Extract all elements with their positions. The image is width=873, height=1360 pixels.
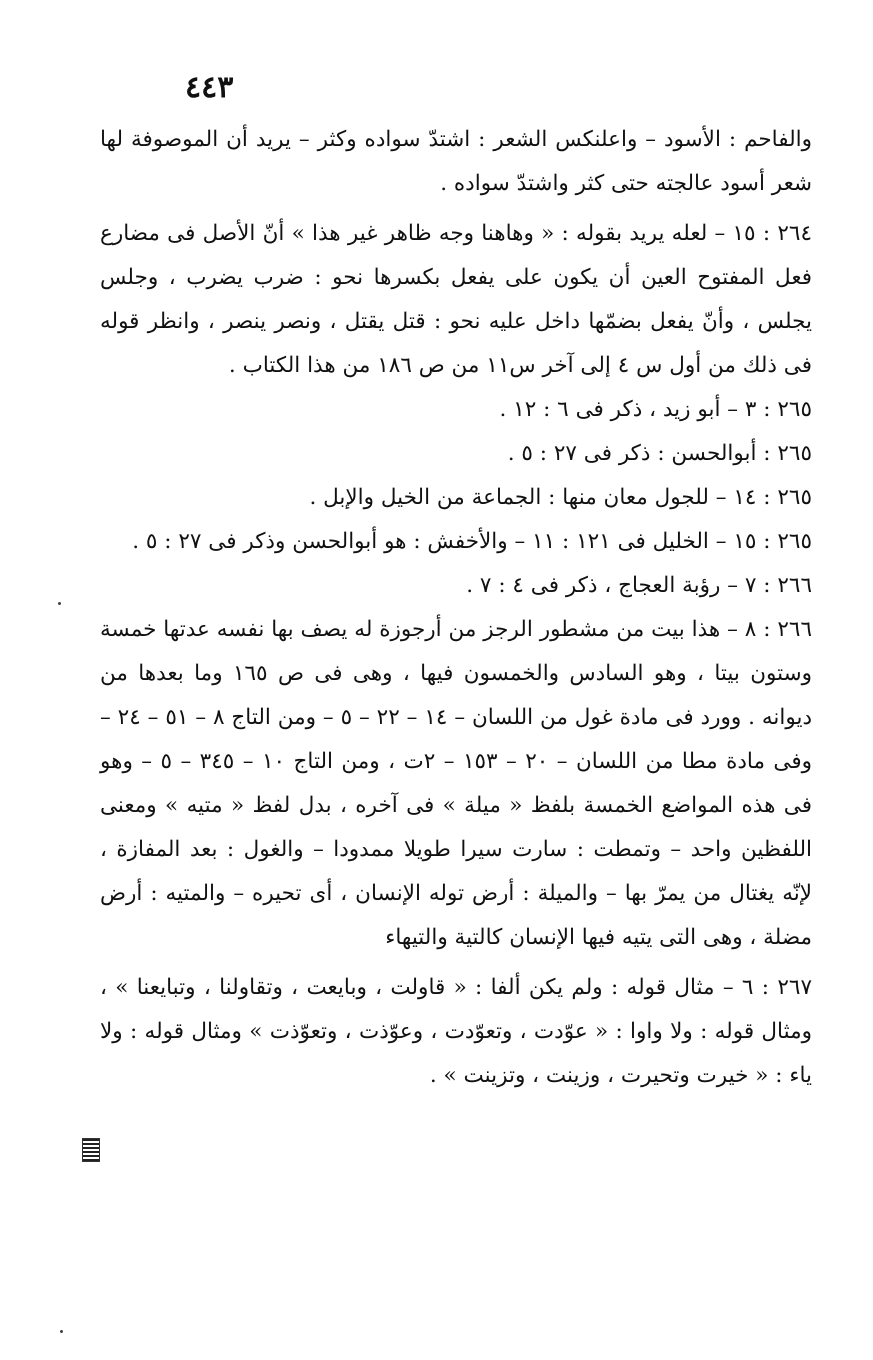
entry-266-7: ٢٦٦ : ٧ – رؤبة العجاج ، ذكر فى ٤ : ٧ . <box>466 573 812 598</box>
entry-265-abulhasan: ٢٦٥ : أبوالحسن : ذكر فى ٢٧ : ٥ . <box>507 441 812 466</box>
scan-speck <box>60 1330 63 1333</box>
entry-265-14: ٢٦٥ : ١٤ – للجول معان منها : الجماعة من الخيل والإبل . <box>309 485 812 510</box>
paragraph-265-15: ٢٦٥ : ١٥ – الخليل فى ١٢١ : ١١ – والأخفش : هو أبوالحسن وذكر فى ٢٧ : ٥ . <box>132 529 812 554</box>
page-number: ٤٤٣ <box>185 70 234 105</box>
entry-265-3: ٢٦٥ : ٣ – أبو زيد ، ذكر فى ٦ : ١٢ . <box>499 397 812 422</box>
commentary-body <box>100 118 812 1098</box>
paragraph-266-8: ٢٦٦ : ٨ – هذا بيت من مشطور الرجز من أرجوزة له يصف بها نفسه عدتها خمسة وستون بيتا ، وهو السادس والخمسون فيها ، وهى فى ص ١٦٥ وما بعدها من ديوانه . وورد فى مادة غول من اللسان – ١٤ – ٢٢ – ٥ – ومن التاج ٨ – ٥١ – ٢٤ – وفى مادة مطا من اللسان – ٢٠ – ١٥٣ – ٢ت ، ومن التاج ١٠ – ٣٤٥ – ٥ – وهو فى هذه المواضع الخمسة بلفظ « ميلة » فى آخره ، بدل لفظ « متيه » ومعنى اللفظين واحد – وتمطت : سارت سيرا طويلا ممدودا – والغول : بعد المفازة ، لإنّه يغتال من يمرّ بها – والميلة : أرض توله الإنسان ، أى تحيره – والمتيه : أرض مضلة ، وهى التى يتيه فيها الإنسان كالتية والتيهاء <box>100 617 813 950</box>
paragraph-fahim: والفاحم : الأسود – واعلنكس الشعر : اشتدّ سواده وكثر – يريد أن الموصوفة لها شعر أسود عالجته حتى كثر واشتدّ سواده . <box>100 127 812 196</box>
margin-mark <box>82 1138 100 1162</box>
scan-speck <box>58 602 61 605</box>
paragraph-264-15: ٢٦٤ : ١٥ – لعله يريد بقوله : « وهاهنا وجه ظاهر غير هذا » أنّ الأصل فى مضارع فعل المفتوح العين أن يكون على يفعل بكسرها نحو : ضرب يضرب ، وجلس يجلس ، وأنّ يفعل بضمّها داخل عليه نحو : قتل يقتل ، ونصر ينصر ، وانظر قوله فى ذلك من أول س ٤ إلى آخر س١١ من ص ١٨٦ من هذا الكتاب . <box>100 221 812 378</box>
paragraph-267-6: ٢٦٧ : ٦ – مثال قوله : ولم يكن ألفا : « قاولت ، وبايعت ، وتقاولنا ، وتبايعنا » ، ومثال قوله : ولا واوا : « عوّدت ، وتعوّدت ، وعوّذت ، وتعوّذت » ومثال قوله : ولا ياء : « خيرت وتحيرت ، وزينت ، وتزينت » . <box>100 975 812 1088</box>
